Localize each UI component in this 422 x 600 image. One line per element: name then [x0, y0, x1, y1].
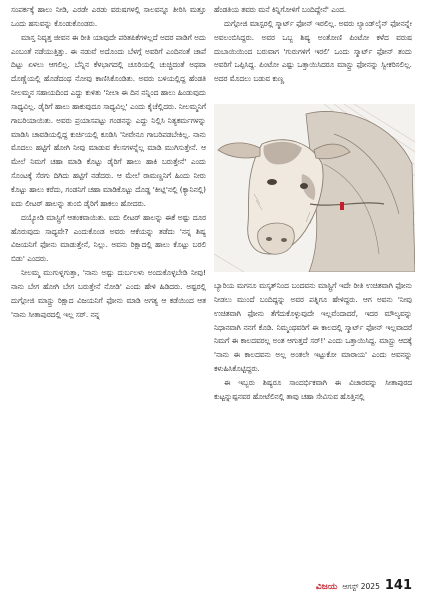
article-paragraph: ದುಗ್ಗೋಜಿ ಮಾಸ್ಟರಲ್ಲಿ ಸ್ಮಾರ್ಟ್ ಫೋನ್ ಇರಲಿಲ್ಲ. ಅವರು ಲ್ಯಾಂಡ್‌ಲೈನ್ ಫೋನನ್ನೇ ಅವಲಂಬಿಸಿದ್ದರು. ಅವರ ಒಬ್ಬ ಶಿಷ್ಯ ಅಂತೋಣಿ ಪಿಂಟೋ ಕಳೆದ ವರುಷ ದುಬಾಯಿಯಿಂದ ಬರುವಾಗ 'ಗುರುಗಳಿಗೆ ಇರಲಿ' ಒಂದು ಸ್ಮಾರ್ಟ್ ಫೋನ್ ತಂದು ಅವರಿಗೆ ಒಪ್ಪಿಸಿದ್ದ. ಪಿಂಟೋ ಎಷ್ಟು ಒತ್ತಾಯಿಸಿದರೂ ಮಾಸ್ಟ್ರು ಫೋನನ್ನು ಸ್ವೀಕರಿಸಲಿಲ್ಲ. ಅದರ ಮೊದಲು ಬಡುವ ಕುಣ್ಣ	[214, 18, 412, 84]
cow-illustration	[214, 104, 415, 272]
article-column-right-top	[214, 3, 412, 86]
magazine-name: ವಿಜಯ	[315, 582, 338, 592]
article-paragraph: ಮಾಸ್ತ ನಿವೃತ್ತ ಜೀವನ ಈ ರೀತಿ ಯಾವುದೇ ಪರಿತಪಿಕೆಗಳಿಲ್ಲದೆ ಅದರ ಪಾಡಿಗೆ ಅದು ಎಂಬಂತೆ ನಡೆಯುತ್ತಿತ್ತು. ಈ ನಡುವೆ ಅದೊಂದು ಬೆಳಗ್ಗೆ ಅವರಿಗೆ ಎಂದಿನಂತೆ ಚಾಪೆ ದಿಟ್ಟು ಏಳಲು ಆಗಲಿಲ್ಲ. ಬೆನ್ನಿನ ಕೆಳಭಾಗದಲ್ಲಿ ಚೂರಿಯಲ್ಲಿ ಚುಚ್ಚಿದಂತೆ ಅಥವಾ ದೊಣ್ಣೆಯಲ್ಲಿ ಹೊಡೆದಂಥ ನೋವು ಕಾಣಿಸಿಕೊಂಡಿತು. ಅವರು ಬಳಿಯಲ್ಲಿದ್ದ ಹೆಂಡತಿ ನೀಲಮ್ಮನ ಸಹಾಯದಿಂದ ಎದ್ದು ಕುಳಿತು 'ನೀಲಾ ಈ ದಿನ ನನ್ನಿಂದ ಹಾಲು ಹಿಂಡುವುದು ಸಾಧ್ಯವಿಲ್ಲ. ಡೈರಿಗೆ ಹಾಲು ಹಾಕುವುದೂ ಸಾಧ್ಯವಿಲ್ಲ' ಎಂದು ಕೈಚೆಲ್ಲಿದರು. ನೀಲಮ್ಮನಿಗೆ ಗಾಬರಿಯಾಯಿತು. ಅವರು ಪ್ರಯಾಸಪಟ್ಟು ಗಂಡನನ್ನು ಎದ್ದು ನಿಲ್ಲಿಸಿ ನಿತ್ಯಕರ್ಮಗಳನ್ನು ಮಾಡಿಸಿ ಚಾವಡಿಯಲ್ಲಿದ್ದ ಕುರ್ಚಿಯಲ್ಲಿ ಕೂಡಿಸಿ 'ನೀವೇನೂ ಗಾಬರಿಪಡಬೇಕಿಲ್ಲ. ನಾನು ಮೊದಲು ಹಟ್ಟಿಗೆ ಹೋಗಿ ನೀವು ಮಾಡುವ ಕೆಲಸಗಳನ್ನೆಲ್ಲ ಮಾಡಿ ಮುಗಿಸುತ್ತೇನೆ. ಆ ಮೇಲೆ ನಿಮಗೆ ಚಹಾ ಮಾಡಿ ಕೊಟ್ಟು ಡೈರಿಗೆ ಹಾಲು ಹಾಕಿ ಬರುತ್ತೇನೆ' ಎಂದು ಸೊಂಟಕ್ಕೆ ಸೆರಗು ದಿಗಿದು ಹಟ್ಟಿಗೆ ನಡೆದರು. ಆ ಮೇಲೆ ರಾಮಣ್ಣನಿಗೆ ಹಿಂದು ನೀರು ಕೊಟ್ಟು ಹಾಲು ಕರೆದು, ಗಂಡನಿಗೆ ಚಹಾ ಮಾಡಿಕೊಟ್ಟು ದೊಡ್ಡ 'ಕೀಟ್ಲಿ'ನಲ್ಲಿ (ಕ್ಯಾನಿನಲ್ಲಿ) ಐದು ಲೀಟರ್ ಹಾಲನ್ನು ತುಂಬಿ ಡೈರಿಗೆ ಹಾಕಲು ಹೋದರು.	[11, 32, 206, 208]
article-paragraph: ಈ ಇಬ್ಬರು ಶಿಷ್ಯರೂ ಸಾಂದರ್ಭಿಕವಾಗಿ ಈ ವಿಚಾರವನ್ನು ಸೀತಾಪುರದ ಕುಟ್ಟನ್ನುಷ್ಪನವರ ಹೋಟೆಲಿನಲ್ಲಿ ತಾವು ಚಹಾ ಸೇವಿಸುವ ಹೊತ್ತಿನಲ್ಲಿ	[214, 377, 412, 401]
article-column-left	[11, 3, 206, 321]
article-paragraph: ಬ್ಯಾರಿಯ ಮಗನೂ ಮಸ್ಕತ್‌ನಿಂದ ಬಂದವನು ಮಾಸ್ಟ್ರಿಗೆ ಇದೇ ರೀತಿ ಉಚಿತವಾಗಿ ಫೋನು ನೀಡಲು ಮುಂದೆ ಬಂದಿದ್ದನ್ನು ಅವರ ಪತ್ನಿಗೂ ಹೇಳಿದ್ದರು. ಆಗ ಅವನು 'ನೀವು ಉಚಿತವಾಗಿ ಫೋನು ತೆಗೆದುಕೊಳ್ಳುವುದೇ ಇಲ್ಲವೆಂದಾದರೆ, ಇದರ ಮೌಲ್ಯವನ್ನು ನಿಧಾನವಾಗಿ ನನಗೆ ಕೊಡಿ. ನಿಮ್ಮಂಥವರಿಗೆ ಈ ಕಾಲದಲ್ಲಿ ಸ್ಮಾರ್ಟ್ ಫೋನ್ ಇಲ್ಲವಾದರೆ ನಿಮಗೆ ಈ ಕಾಲದವರಲ್ಲ ಅಂತ ಆಗುತ್ತದೆ ಸರ್!' ಎಂದು ಒತ್ತಾಯಿಸಿದ್ದ. ಮಾಸ್ಟ್ರು ಆದಕ್ಕೆ 'ನಾನು ಈ ಕಾಲದವನು ಅಲ್ಲ ಅಂತಲೇ ಇಟ್ಟುಕೋ ಮಾರಾಯ' ಎಂದು ಅವನನ್ನು ಕಳುಹಿಸಿಕೊಟ್ಟಿದ್ದರು.	[214, 281, 412, 374]
article-paragraph: ಸಂಪರ್ಕಕ್ಕೆ ಹಾಲು ನೀಡಿ, ಎರಡೇ ಎರಡು ವರುಷಗಳಲ್ಲಿ ಸಾಲವನ್ನೂ ತೀರಿಸಿ ಮತ್ತೂ ಒಂದು ಹಸುವನ್ನು ಕೊಂಡುಕೊಂಡರು.	[11, 5, 206, 28]
article-paragraph: ದಯ್ಯೋಡಿ ಮಾಸ್ಟ್ರಿಗೆ ಆತಂಕವಾಯಿತು. ಐದು ಲೀಟರ್ ಹಾಲನ್ನು ಈಕೆ ಅಷ್ಟು ದೂರ ಹೊರುವುದು ಸಾಧ್ಯವೇ? ಎಂದುಕೊಂಡ ಅವರು ಆಕೆಯನ್ನು ತಡೆದು 'ನನ್ನ ಶಿಷ್ಯ ವಿಜಯನಿಗೆ ಫೋನು ಮಾಡುತ್ತೇನೆ, ನಿಲ್ಲು. ಅವನು ರಿಕ್ಷಾದಲ್ಲಿ ಹಾಲು ಕೊಟ್ಟು ಬರಲಿ ಬಿಡು' ಎಂದರು.	[11, 212, 206, 264]
page-footer	[316, 578, 412, 593]
article-column-right-bottom	[214, 279, 412, 404]
issue-date: ಆಗಸ್ಟ್ 2025	[342, 582, 380, 591]
article-paragraph: ಹೆಂಡತಿಯ ತವರು ಮನೆ ಕಿನ್ನಿಗೋಳಿಗೆ ಬಂದಿದ್ದೇನೆ' ಎಂದ.	[214, 5, 347, 14]
cow-sketch-drawing	[214, 104, 415, 272]
page-number: 141	[384, 578, 412, 593]
article-paragraph: ನೀಲಮ್ಮ ಮುಗುಳ್ನಗುತ್ತಾ, 'ನಾನು ಅಷ್ಟು ದುರ್ಬಲಳು ಅಂದುಕೊಳ್ಳಬೇಡಿ ನೀವು! ನಾನು ಬೇಗ ಹೋಗಿ ಬೇಗ ಬರುತ್ತೇನೆ ನೋಡಿ' ಎಂದು ಹೇಳಿ ಹಿಡಿದರು. ಅಷ್ಟರಲ್ಲಿ ದುಗ್ಗೋಜಿ ಮಾಸ್ಟ್ರು ರಿಕ್ಷಾದ ವಿಜಯನಿಗೆ ಫೋನು ಮಾಡಿ ಅಗತ್ಯ ಆ ಕಡೆಯಿಂದ ಆತ 'ನಾನು ಸೀತಾಪುರದಲ್ಲಿ ಇಲ್ಲ ಸರ್. ನನ್ನ	[11, 268, 206, 319]
